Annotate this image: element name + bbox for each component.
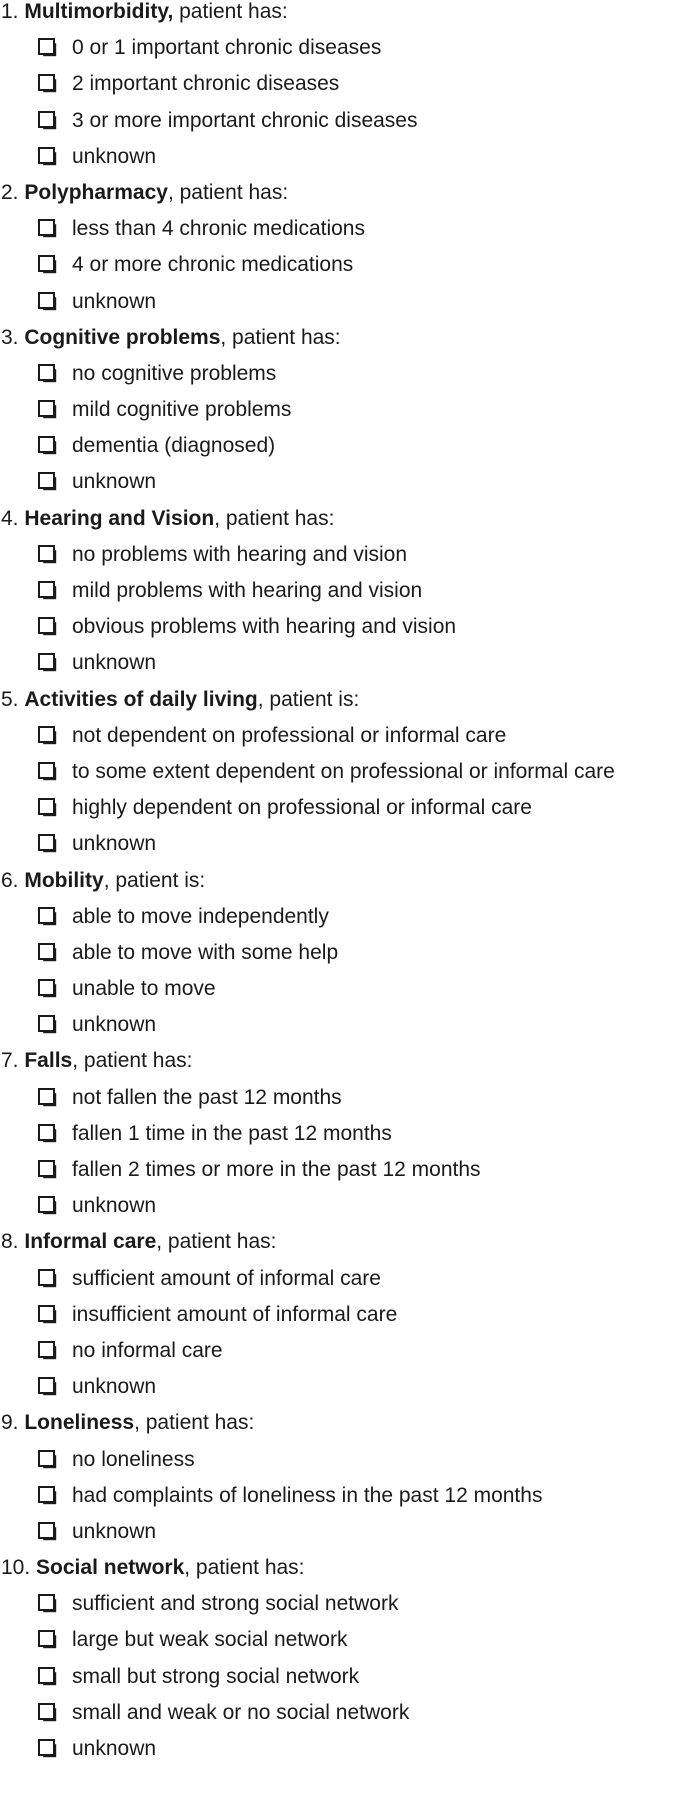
checkbox-icon[interactable] xyxy=(38,219,58,239)
checkbox-icon[interactable] xyxy=(38,545,58,565)
checkbox-icon[interactable] xyxy=(38,834,58,854)
checkbox-icon[interactable] xyxy=(38,1594,58,1614)
checkbox-icon[interactable] xyxy=(38,653,58,673)
question-subtitle: , patient has: xyxy=(72,1049,193,1073)
option-label: unknown xyxy=(72,289,157,313)
option-item-q1-4[interactable] xyxy=(0,145,693,181)
question-title: Loneliness xyxy=(24,1411,135,1435)
checkbox-icon[interactable] xyxy=(38,1015,58,1035)
option-label: unable to move xyxy=(72,977,216,1001)
question-number: 1. xyxy=(1,0,19,23)
question-8 xyxy=(0,1230,693,1411)
question-subtitle: , patient has: xyxy=(167,180,289,204)
checkbox-icon[interactable] xyxy=(38,255,58,275)
option-item-q5-3[interactable] xyxy=(0,796,693,832)
question-6 xyxy=(0,869,693,1050)
question-subtitle: , patient is: xyxy=(103,868,206,892)
option-item-q9-3[interactable] xyxy=(0,1520,693,1556)
checkbox-icon[interactable] xyxy=(38,798,58,818)
question-heading xyxy=(0,0,693,36)
option-item-q4-1[interactable] xyxy=(0,543,693,579)
option-item-q4-4[interactable] xyxy=(0,651,693,687)
option-label: 0 or 1 important chronic diseases xyxy=(72,36,382,60)
question-number: 10. xyxy=(1,1556,31,1580)
option-item-q10-3[interactable] xyxy=(0,1665,693,1701)
option-item-q3-1[interactable] xyxy=(0,362,693,398)
checkbox-icon[interactable] xyxy=(38,1630,58,1650)
option-label: unknown xyxy=(72,832,157,856)
option-list xyxy=(0,1267,693,1412)
question-subtitle: , patient has: xyxy=(134,1411,255,1435)
option-item-q10-4[interactable] xyxy=(0,1701,693,1737)
option-label: 2 important chronic diseases xyxy=(72,72,340,96)
checkbox-icon[interactable] xyxy=(38,1269,58,1289)
checkbox-icon[interactable] xyxy=(38,436,58,456)
checkbox-icon[interactable] xyxy=(38,617,58,637)
option-label: had complaints of loneliness in the past 12 months xyxy=(72,1483,543,1507)
option-label: no loneliness xyxy=(72,1447,195,1471)
option-item-q10-5[interactable] xyxy=(0,1737,693,1773)
option-label: unknown xyxy=(72,144,157,168)
checkbox-icon[interactable] xyxy=(38,1377,58,1397)
option-item-q7-4[interactable] xyxy=(0,1194,693,1230)
option-label: 3 or more important chronic diseases xyxy=(72,108,418,132)
question-number: 9. xyxy=(1,1411,19,1435)
option-list xyxy=(0,905,693,1050)
question-10 xyxy=(0,1556,693,1773)
question-title: Informal care xyxy=(24,1230,157,1254)
option-label: sufficient amount of informal care xyxy=(72,1266,381,1290)
question-title: Hearing and Vision xyxy=(24,506,215,530)
checkbox-icon[interactable] xyxy=(38,1667,58,1687)
option-label: mild problems with hearing and vision xyxy=(72,579,423,602)
checkbox-icon[interactable] xyxy=(38,400,58,420)
checkbox-icon[interactable] xyxy=(38,581,58,601)
option-item-q5-4[interactable] xyxy=(0,832,693,868)
checkbox-icon[interactable] xyxy=(38,111,58,131)
question-subtitle: , patient has: xyxy=(214,506,335,530)
option-label: unknown xyxy=(72,1519,157,1543)
question-7 xyxy=(0,1049,693,1230)
question-heading xyxy=(0,1556,693,1592)
option-item-q4-3[interactable] xyxy=(0,615,693,651)
option-item-q1-1[interactable] xyxy=(0,36,693,72)
question-number: 8. xyxy=(1,1230,19,1254)
question-number: 4. xyxy=(1,506,19,530)
option-item-q2-3[interactable] xyxy=(0,290,693,326)
option-item-q5-1[interactable] xyxy=(0,724,693,760)
option-label: unknown xyxy=(72,1375,157,1399)
checkbox-icon[interactable] xyxy=(38,907,58,927)
option-label: unknown xyxy=(72,470,157,494)
option-label: fallen 1 time in the past 12 months xyxy=(72,1121,392,1145)
question-title: Falls xyxy=(24,1049,73,1073)
question-1 xyxy=(0,0,693,181)
option-label: no cognitive problems xyxy=(72,361,277,385)
option-list xyxy=(0,1086,693,1231)
option-label: unknown xyxy=(72,651,157,675)
question-heading xyxy=(0,869,693,905)
option-list xyxy=(0,543,693,688)
option-label: 4 or more chronic medications xyxy=(72,253,354,277)
option-item-q2-2[interactable] xyxy=(0,253,693,289)
checkbox-icon[interactable] xyxy=(38,364,58,384)
option-item-q7-2[interactable] xyxy=(0,1122,693,1158)
option-label: no problems with hearing and vision xyxy=(72,542,408,566)
question-title: Social network xyxy=(36,1556,185,1580)
option-label: highly dependent on professional or informal care xyxy=(72,796,532,820)
checkbox-icon[interactable] xyxy=(38,74,58,94)
question-number: 7. xyxy=(1,1049,19,1073)
option-item-q10-2[interactable] xyxy=(0,1628,693,1664)
checkbox-icon[interactable] xyxy=(38,1160,58,1180)
question-5 xyxy=(0,688,693,869)
question-9 xyxy=(0,1411,693,1556)
question-title: Multimorbidity, xyxy=(24,0,174,23)
option-item-q7-1[interactable] xyxy=(0,1086,693,1122)
option-label: unknown xyxy=(72,1013,157,1037)
option-item-q7-3[interactable] xyxy=(0,1158,693,1194)
option-label: able to move with some help xyxy=(72,940,339,964)
question-4 xyxy=(0,507,693,688)
question-subtitle: , patient has: xyxy=(156,1230,277,1254)
question-number: 3. xyxy=(1,325,19,349)
question-heading xyxy=(0,1411,693,1447)
option-label: to some extent dependent on professional or informal care xyxy=(72,759,615,783)
option-list xyxy=(0,1592,693,1773)
option-list xyxy=(0,724,693,869)
option-label: less than 4 chronic medications xyxy=(72,217,365,241)
question-heading xyxy=(0,1230,693,1266)
option-item-q6-4[interactable] xyxy=(0,1013,693,1049)
option-item-q6-3[interactable] xyxy=(0,977,693,1013)
checkbox-icon[interactable] xyxy=(38,472,58,492)
option-label: not dependent on professional or informal care xyxy=(72,723,507,747)
option-label: unknown xyxy=(72,1737,157,1760)
checkbox-icon[interactable] xyxy=(38,943,58,963)
option-item-q10-1[interactable] xyxy=(0,1592,693,1628)
checkbox-icon[interactable] xyxy=(38,292,58,312)
option-label: sufficient and strong social network xyxy=(72,1592,399,1616)
option-item-q6-2[interactable] xyxy=(0,941,693,977)
option-item-q3-4[interactable] xyxy=(0,470,693,506)
option-list xyxy=(0,362,693,507)
checkbox-icon[interactable] xyxy=(38,762,58,782)
checkbox-icon[interactable] xyxy=(38,147,58,167)
option-label: unknown xyxy=(72,1194,157,1218)
option-label: dementia (diagnosed) xyxy=(72,434,276,458)
checkbox-icon[interactable] xyxy=(38,1341,58,1361)
question-heading xyxy=(0,688,693,724)
option-item-q3-2[interactable] xyxy=(0,398,693,434)
option-label: insufficient amount of informal care xyxy=(72,1302,398,1326)
option-label: able to move independently xyxy=(72,904,329,928)
checkbox-icon[interactable] xyxy=(38,1088,58,1108)
option-item-q1-2[interactable] xyxy=(0,72,693,108)
question-subtitle: , patient is: xyxy=(257,687,360,711)
checkbox-icon[interactable] xyxy=(38,38,58,58)
checkbox-icon[interactable] xyxy=(38,1196,58,1216)
checkbox-icon[interactable] xyxy=(38,979,58,999)
question-heading xyxy=(0,326,693,362)
option-item-q9-2[interactable] xyxy=(0,1484,693,1520)
option-item-q3-3[interactable] xyxy=(0,434,693,470)
question-number: 6. xyxy=(1,868,19,892)
question-heading xyxy=(0,1049,693,1085)
checkbox-icon[interactable] xyxy=(38,1450,58,1470)
option-list xyxy=(0,217,693,326)
option-label: not fallen the past 12 months xyxy=(72,1085,342,1109)
question-heading xyxy=(0,181,693,217)
option-item-q6-1[interactable] xyxy=(0,905,693,941)
option-item-q8-3[interactable] xyxy=(0,1339,693,1375)
option-item-q8-4[interactable] xyxy=(0,1375,693,1411)
checkbox-icon[interactable] xyxy=(38,726,58,746)
question-title: Polypharmacy xyxy=(24,180,168,204)
option-label: no informal care xyxy=(72,1338,223,1362)
question-3 xyxy=(0,326,693,507)
option-item-q2-1[interactable] xyxy=(0,217,693,253)
checkbox-icon[interactable] xyxy=(38,1739,58,1759)
question-number: 2. xyxy=(1,180,19,204)
option-label: large but weak social network xyxy=(72,1628,348,1652)
option-label: small but strong social network xyxy=(72,1664,360,1688)
checkbox-icon[interactable] xyxy=(38,1703,58,1723)
question-heading xyxy=(0,507,693,543)
checkbox-icon[interactable] xyxy=(38,1124,58,1144)
option-list xyxy=(0,1448,693,1557)
question-subtitle: , patient has: xyxy=(220,325,341,349)
option-item-q5-2[interactable] xyxy=(0,760,693,796)
question-title: Cognitive problems xyxy=(24,325,221,349)
option-list xyxy=(0,36,693,181)
question-title: Mobility xyxy=(24,868,104,892)
option-item-q1-3[interactable] xyxy=(0,109,693,145)
option-label: fallen 2 times or more in the past 12 months xyxy=(72,1158,481,1181)
option-item-q4-2[interactable] xyxy=(0,579,693,615)
option-label: mild cognitive problems xyxy=(72,398,292,422)
checkbox-icon[interactable] xyxy=(38,1486,58,1506)
option-label: obvious problems with hearing and vision xyxy=(72,615,457,639)
checkbox-icon[interactable] xyxy=(38,1305,58,1325)
checkbox-icon[interactable] xyxy=(38,1522,58,1542)
option-item-q9-1[interactable] xyxy=(0,1448,693,1484)
option-item-q8-2[interactable] xyxy=(0,1303,693,1339)
option-item-q8-1[interactable] xyxy=(0,1267,693,1303)
question-2 xyxy=(0,181,693,326)
question-subtitle: patient has: xyxy=(173,0,288,23)
option-label: small and weak or no social network xyxy=(72,1700,410,1724)
question-number: 5. xyxy=(1,687,19,711)
question-subtitle: , patient has: xyxy=(184,1556,305,1580)
question-title: Activities of daily living xyxy=(24,687,258,711)
